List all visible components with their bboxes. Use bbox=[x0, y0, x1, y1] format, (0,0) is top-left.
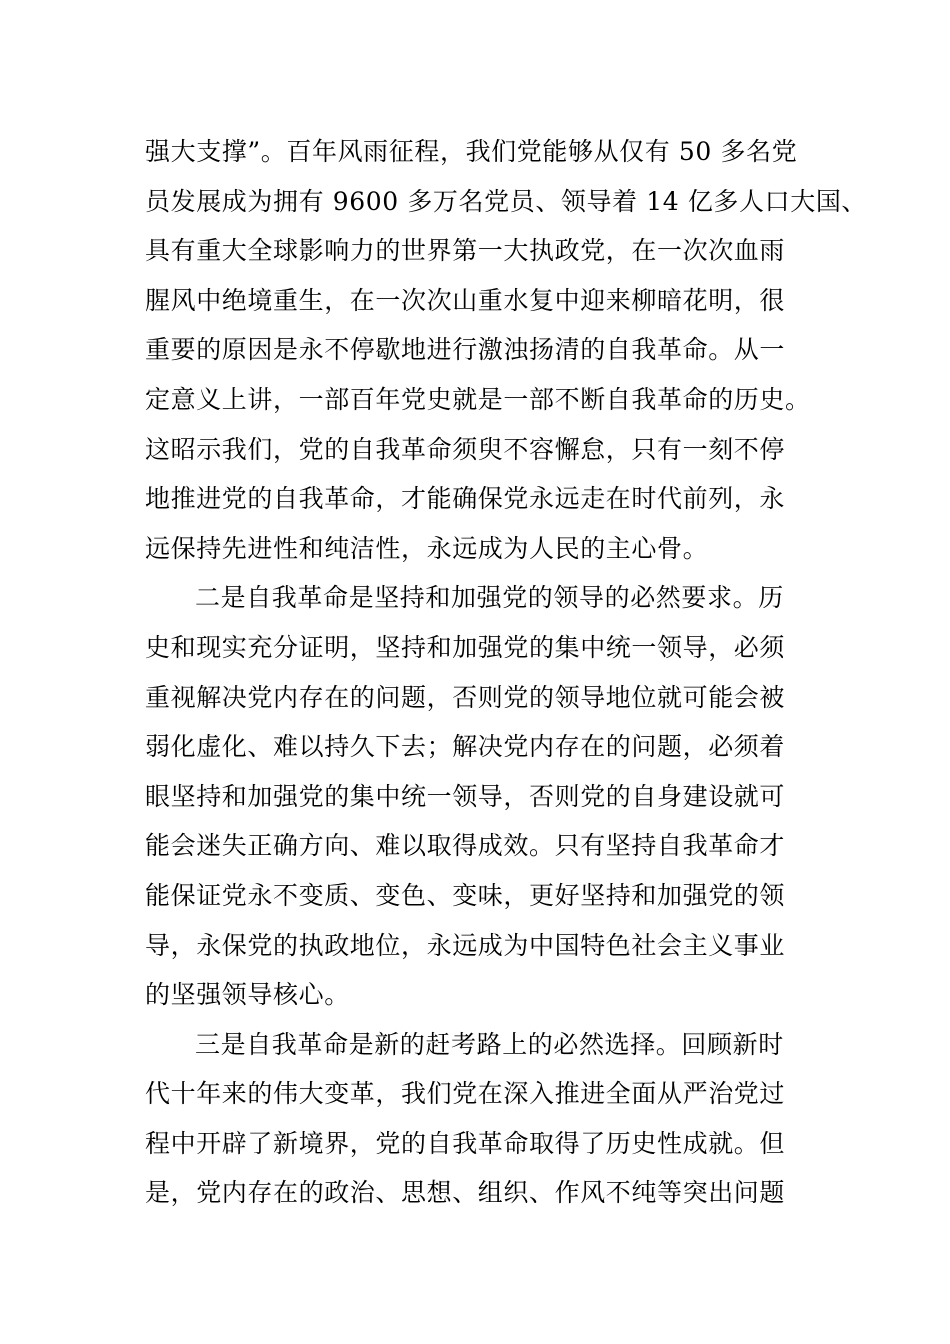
text-line: 代十年来的伟大变革，我们党在深入推进全面从严治党过 bbox=[145, 1079, 786, 1109]
text-line: 远保持先进性和纯洁性，永远成为人民的主心骨。 bbox=[145, 533, 709, 563]
text-line: 这昭示我们，党的自我革命须臾不容懈怠，只有一刻不停 bbox=[145, 434, 786, 464]
text-line: 能会迷失正确方向、难以取得成效。只有坚持自我革命才 bbox=[145, 831, 786, 861]
text-line: 地推进党的自我革命，才能确保党永远走在时代前列，永 bbox=[145, 484, 786, 514]
text-line: 腥风中绝境重生，在一次次山重水复中迎来柳暗花明，很 bbox=[145, 285, 786, 315]
text-line: 是，党内存在的政治、思想、组织、作风不纯等突出问题 bbox=[145, 1178, 786, 1208]
text-line: 重视解决党内存在的问题，否则党的领导地位就可能会被 bbox=[145, 682, 786, 712]
text-line: 定意义上讲，一部百年党史就是一部不断自我革命的历史。 bbox=[145, 384, 811, 414]
text-line: 史和现实充分证明，坚持和加强党的集中统一领导，必须 bbox=[145, 632, 786, 662]
text-line: 员发展成为拥有 9600 多万名党员、领导着 14 亿多人口大国、 bbox=[145, 186, 868, 216]
text-line: 重要的原因是永不停歇地进行激浊扬清的自我革命。从一 bbox=[145, 335, 786, 365]
body-text bbox=[145, 127, 868, 1218]
text-line: 程中开辟了新境界，党的自我革命取得了历史性成就。但 bbox=[145, 1128, 786, 1158]
text-line: 具有重大全球影响力的世界第一大执政党，在一次次血雨 bbox=[145, 236, 786, 266]
text-line: 眼坚持和加强党的集中统一领导，否则党的自身建设就可 bbox=[145, 781, 786, 811]
text-line: 的坚强领导核心。 bbox=[145, 980, 350, 1010]
text-line: 导，永保党的执政地位，永远成为中国特色社会主义事业 bbox=[145, 930, 786, 960]
text-line: 能保证党永不变质、变色、变味，更好坚持和加强党的领 bbox=[145, 880, 786, 910]
paragraph-start-line: 三是自我革命是新的赶考路上的必然选择。回顾新时 bbox=[195, 1029, 784, 1059]
text-line: 弱化虚化、难以持久下去；解决党内存在的问题，必须着 bbox=[145, 732, 786, 762]
paragraph-start-line: 二是自我革命是坚持和加强党的领导的必然要求。历 bbox=[195, 583, 784, 613]
text-line: 强大支撑”。百年风雨征程，我们党能够从仅有 50 多名党 bbox=[145, 137, 798, 166]
